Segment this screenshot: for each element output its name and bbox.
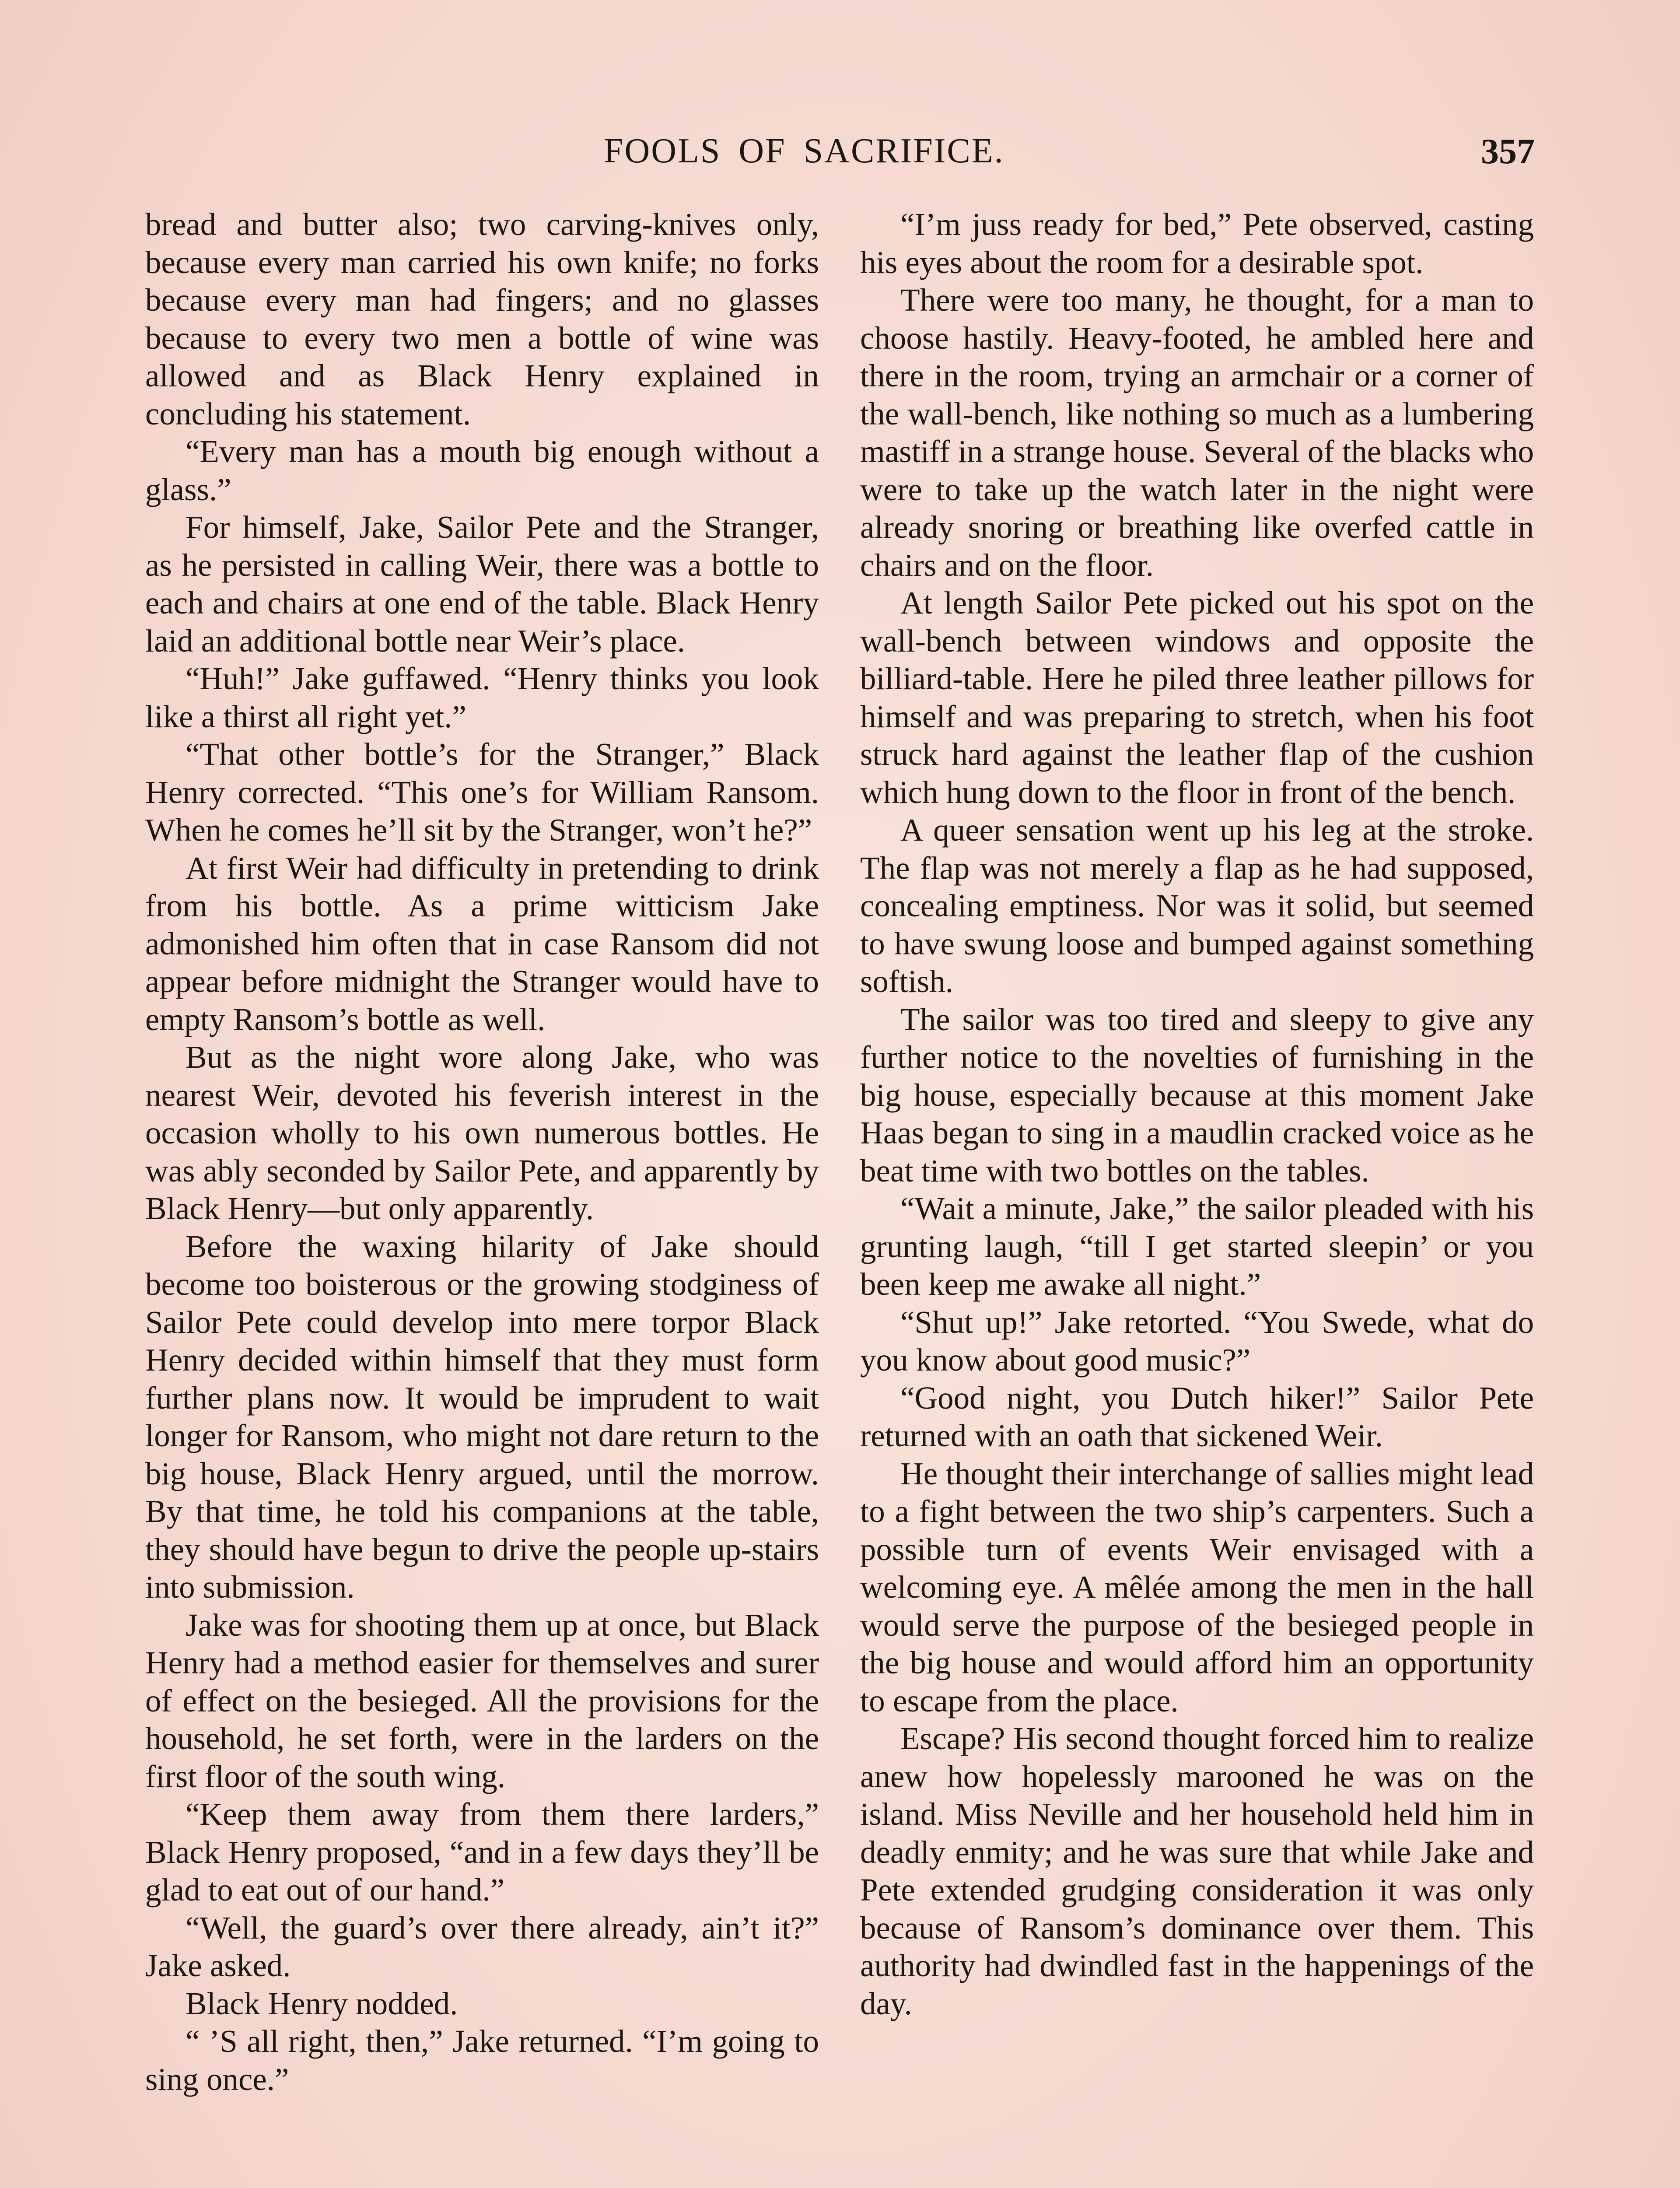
paragraph: “Wait a minute, Jake,” the sailor pleaded with his grunting laugh, “till I get started sleepin’ or you been keep me awake all night.” (860, 1191, 1534, 1302)
paragraph: “That other bottle’s for the Stranger,” Black Henry corrected. “This one’s for William Ransom. When he comes he’ll sit by the Stranger, won’t he?” (145, 736, 819, 848)
paragraph: There were too many, he thought, for a man to choose hastily. Heavy-footed, he ambled here and there in the room, trying an armchair or a corner of the wall-bench, like nothing so much as a lumbering mastiff in a strange house. Several of the blacks who were to take up the watch later in the night were already snoring or breathing like overfed cattle in chairs and on the floor. (860, 282, 1534, 583)
paragraph: Escape? His second thought forced him to realize anew how hopelessly marooned he was on the island. Miss Neville and her household held him in deadly enmity; and he was sure that while Jake and Pete extended grudging consideration it was only because of Ransom’s dominance over them. This authority had dwindled fast in the happenings of the day. (860, 1721, 1534, 2021)
paragraph: “I’m juss ready for bed,” Pete observed, casting his eyes about the room for a desirable spot. (860, 207, 1534, 280)
paragraph: “ ’S all right, then,” Jake returned. “I’m going to sing once.” (145, 2023, 819, 2097)
running-head-word: SACRIFICE. (803, 132, 1004, 170)
paragraph: A queer sensation went up his leg at the stroke. The flap was not merely a flap as he had supposed, concealing emptiness. Nor was it solid, but seemed to have swung loose and bumped against something softish. (860, 812, 1534, 999)
paragraph: At first Weir had difficulty in pretending to drink from his bottle. As a prime witticism Jake admonished him often that in case Ransom did not appear before midnight the Stranger would have to empty Ransom’s bottle as well. (145, 850, 819, 1037)
page-number: 357 (1481, 131, 1535, 171)
right-column (860, 206, 1534, 2023)
paragraph: The sailor was too tired and sleepy to give any further notice to the novelties of furnishing in the big house, especially because at this moment Jake Haas began to sing in a maudlin cracked voice as he beat time with two bottles on the tables. (860, 1001, 1534, 1189)
paragraph: For himself, Jake, Sailor Pete and the Stranger, as he persisted in calling Weir, there was a bottle to each and chairs at one end of the table. Black Henry laid an additional bottle near Weir’s place. (145, 509, 819, 659)
running-head (604, 133, 1004, 168)
paragraph: He thought their interchange of sallies might lead to a fight between the two ship’s carpenters. Such a possible turn of events Weir envisaged with a welcoming eye. A mêlée among the men in the hall would serve the purpose of the besieged people in the big house and would afford him an opportunity to escape from the place. (860, 1455, 1534, 1718)
paragraph: “Huh!” Jake guffawed. “Henry thinks you look like a thirst all right yet.” (145, 661, 819, 734)
left-column (145, 206, 819, 2098)
paragraph: “Well, the guard’s over there already, ain’t it?” Jake asked. (145, 1910, 819, 1983)
paragraph: “Shut up!” Jake retorted. “You Swede, what do you know about good music?” (860, 1304, 1534, 1378)
paragraph: At length Sailor Pete picked out his spot on the wall-bench between windows and opposite the billiard-table. Here he piled three leather pillows for himself and was preparing to stretch, when his foot struck hard against the leather flap of the cushion which hung down to the floor in front of the bench. (860, 585, 1534, 810)
paragraph: But as the night wore along Jake, who was nearest Weir, devoted his feverish interest in the occasion wholly to his own numerous bottles. He was ably seconded by Sailor Pete, and apparently by Black Henry—but only apparently. (145, 1039, 819, 1226)
running-head-word: FOOLS (604, 132, 721, 170)
paragraph: “Every man has a mouth big enough without a glass.” (145, 434, 819, 507)
paragraph: “Good night, you Dutch hiker!” Sailor Pete returned with an oath that sickened Weir. (860, 1380, 1534, 1453)
paragraph: Before the waxing hilarity of Jake should become too boisterous or the growing stodginess of Sailor Pete could develop into mere torpor Black Henry decided within himself that they must form further plans now. It would be imprudent to wait longer for Ransom, who might not dare return to the big house, Black Henry argued, until the morrow. By that time, he told his companions at the table, they should have begun to drive the people up-stairs into submission. (145, 1228, 819, 1605)
paragraph: Jake was for shooting them up at once, but Black Henry had a method easier for themselves and surer of effect on the besieged. All the provisions for the household, he set forth, were in the larders on the first floor of the south wing. (145, 1607, 819, 1794)
paragraph: bread and butter also; two carving-knives only, because every man carried his own knife; no forks because every man had fingers; and no glasses because to every two men a bottle of wine was allowed and as Black Henry explained in concluding his statement. (145, 207, 819, 431)
running-head-word: OF (738, 132, 786, 170)
paragraph: Black Henry nodded. (186, 1985, 458, 2021)
paragraph: “Keep them away from them there larders,” Black Henry proposed, “and in a few days they’ll be glad to eat out of our hand.” (145, 1796, 819, 1907)
